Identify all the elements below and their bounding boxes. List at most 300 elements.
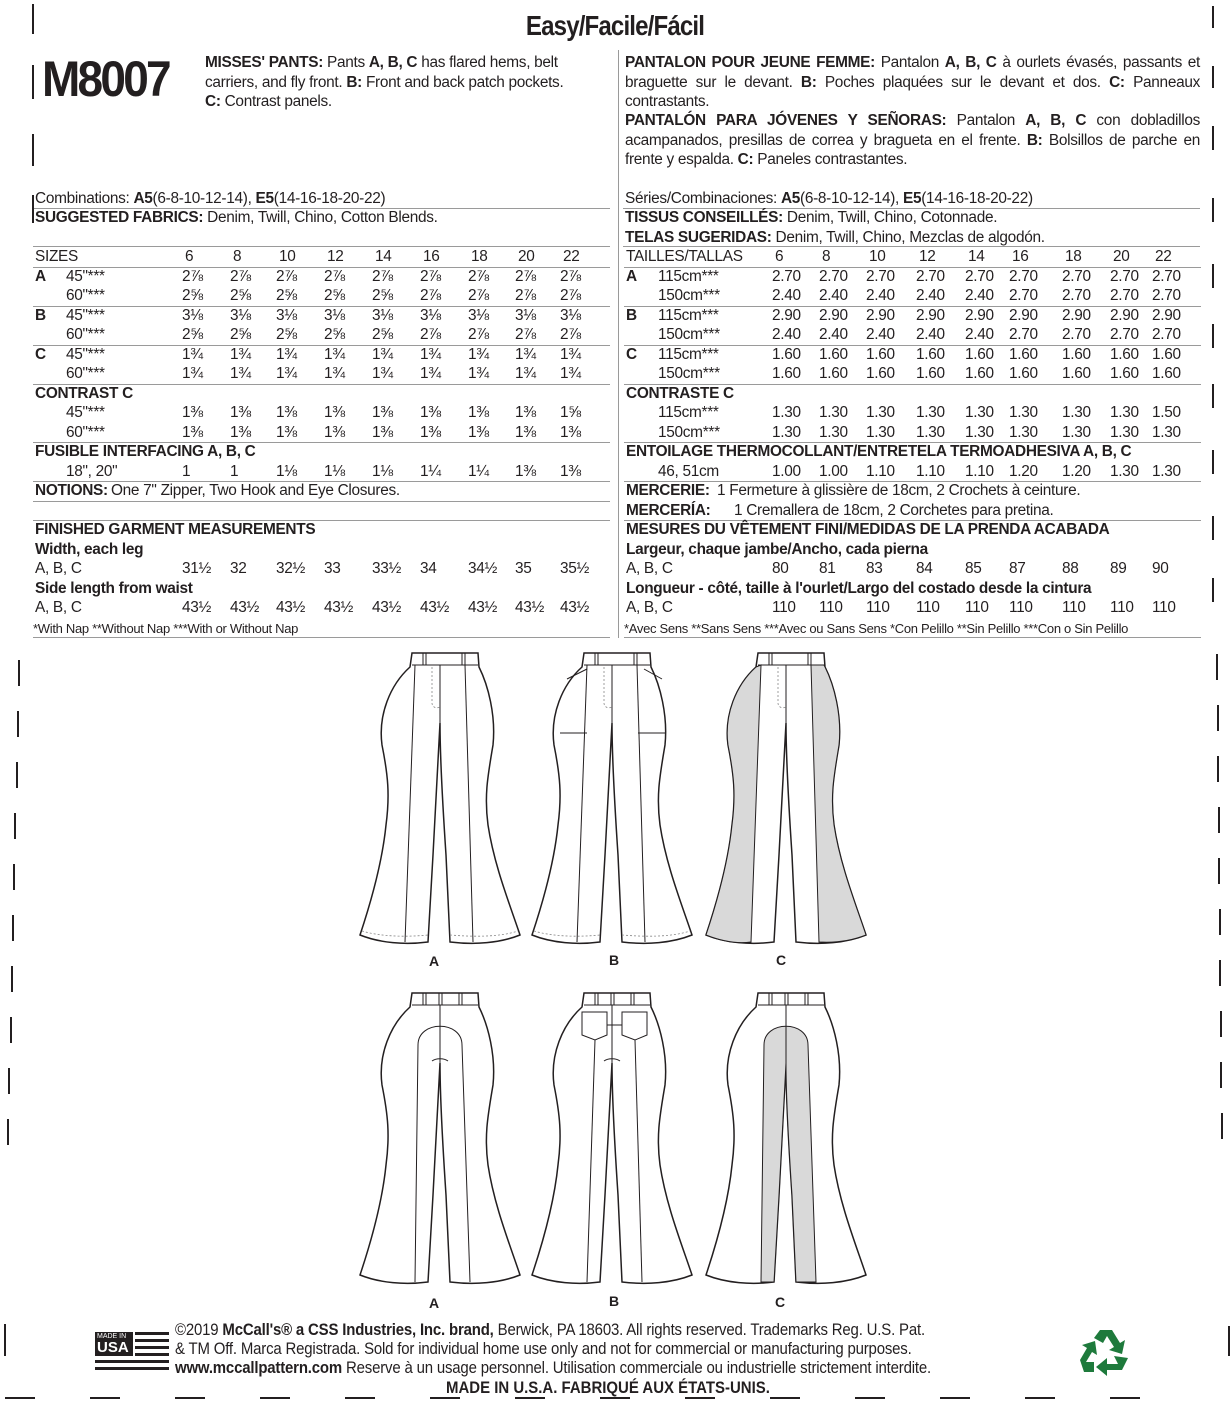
registration-mark bbox=[1217, 756, 1219, 782]
measurement-value: 43½ bbox=[560, 599, 590, 616]
yardage-value: 1.30 bbox=[965, 404, 994, 421]
sizes-label: TAILLES/TALLAS bbox=[626, 248, 743, 265]
yardage-value: 1.60 bbox=[965, 345, 994, 363]
combo-sizes: (6-8-10-12-14), bbox=[152, 190, 256, 207]
yardage-value: 1¾ bbox=[515, 345, 536, 363]
desc-view-label: B: bbox=[1026, 131, 1043, 149]
registration-mark bbox=[1212, 66, 1214, 88]
view-label: A bbox=[35, 267, 46, 285]
registration-mark bbox=[18, 660, 20, 686]
yardage-value: 1.60 bbox=[916, 345, 945, 363]
size-header: 14 bbox=[968, 248, 985, 265]
measurements-title: FINISHED GARMENT MEASUREMENTS bbox=[35, 521, 316, 538]
fabrics-text: Denim, Twill, Chino, Cotonnade. bbox=[782, 209, 998, 226]
made-in-usa-text: MADE IN U.S.A. FABRIQUÉ AUX ÉTATS-UNIS. bbox=[446, 1378, 770, 1397]
size-header: 10 bbox=[869, 248, 886, 265]
measurement-value: 34½ bbox=[468, 560, 498, 577]
yardage-value: 2.90 bbox=[1009, 306, 1038, 324]
yardage-value: 1.50 bbox=[1152, 404, 1181, 421]
measurement-value: 43½ bbox=[372, 599, 402, 616]
desc-text: Front and back patch pockets. bbox=[361, 73, 564, 91]
yardage-value: 2.70 bbox=[1152, 287, 1181, 304]
yardage-value: 1⅜ bbox=[468, 404, 489, 421]
yardage-value: 1.60 bbox=[1062, 365, 1091, 382]
measurement-value: 110 bbox=[916, 599, 940, 616]
yardage-value: 2.70 bbox=[819, 267, 848, 285]
fabrics-label: SUGGESTED FABRICS: bbox=[35, 209, 204, 226]
yardage-value: 2.90 bbox=[866, 306, 895, 324]
yardage-value: 2.90 bbox=[1062, 306, 1091, 324]
yardage-value: 1.60 bbox=[819, 365, 848, 382]
measurement-value: 110 bbox=[1062, 599, 1086, 616]
interfacing-value: 1.20 bbox=[1062, 462, 1091, 480]
yardage-value: 1.30 bbox=[819, 404, 848, 421]
combo-code: A5 bbox=[780, 190, 801, 207]
notions-label: NOTIONS: bbox=[35, 482, 108, 499]
registration-mark bbox=[1212, 516, 1214, 540]
yardage-value: 1.60 bbox=[1009, 365, 1038, 382]
description-english bbox=[205, 53, 610, 112]
yardage-value: 1.30 bbox=[866, 423, 895, 441]
yardage-value: 2⅝ bbox=[276, 326, 297, 343]
yardage-value: 1¾ bbox=[182, 365, 203, 382]
combinations-line bbox=[35, 189, 385, 209]
yardage-value: 2⅞ bbox=[468, 326, 489, 343]
badge-top-text: MADE IN bbox=[97, 1333, 127, 1340]
interfacing-value: 1.30 bbox=[1152, 462, 1181, 480]
registration-mark bbox=[1212, 450, 1214, 474]
view-label: C bbox=[626, 345, 637, 363]
yardage-value: 2⅞ bbox=[182, 267, 203, 285]
yardage-value: 1¾ bbox=[324, 365, 345, 382]
view-label: B bbox=[35, 306, 46, 324]
measurement-value: 43½ bbox=[515, 599, 545, 616]
registration-mark bbox=[16, 762, 18, 788]
registration-mark bbox=[1212, 384, 1214, 408]
cut-line-dash bbox=[90, 1397, 120, 1399]
size-header: 12 bbox=[919, 248, 936, 265]
fabric-width: 115cm*** bbox=[658, 306, 719, 324]
yardage-value: 2.70 bbox=[866, 267, 895, 285]
suggested-fabrics-fr bbox=[625, 208, 997, 228]
measurement-value: 33½ bbox=[372, 560, 402, 577]
yardage-value: 3⅛ bbox=[372, 306, 393, 324]
interfacing-value: 1¼ bbox=[420, 462, 441, 480]
yardage-value: 3⅛ bbox=[468, 306, 489, 324]
yardage-value: 1.60 bbox=[866, 345, 895, 363]
fabric-width: 45"*** bbox=[66, 306, 105, 324]
yardage-value: 2.70 bbox=[1009, 287, 1038, 304]
yardage-value: 2⅝ bbox=[372, 287, 393, 304]
yardage-value: 2.90 bbox=[772, 306, 801, 324]
yardage-value: 2⅞ bbox=[468, 287, 489, 304]
fabric-width: 115cm*** bbox=[658, 345, 719, 363]
registration-mark bbox=[1212, 264, 1214, 288]
registration-mark bbox=[11, 966, 13, 992]
yardage-value: 2.70 bbox=[1110, 326, 1139, 343]
desc-title: MISSES' PANTS: bbox=[205, 54, 324, 71]
yardage-value: 2⅞ bbox=[372, 267, 393, 285]
size-header: 6 bbox=[775, 248, 784, 265]
yardage-value: 1.60 bbox=[1152, 365, 1181, 382]
fabric-width: 150cm*** bbox=[658, 287, 720, 304]
fabric-width: 45"*** bbox=[66, 345, 105, 363]
yardage-value: 2⅝ bbox=[230, 326, 251, 343]
interfacing-value: 1.10 bbox=[916, 462, 945, 480]
size-header: 16 bbox=[423, 248, 440, 265]
yardage-value: 1.60 bbox=[1009, 345, 1038, 363]
yardage-value: 1.60 bbox=[965, 365, 994, 382]
yardage-value: 1⅜ bbox=[182, 404, 203, 421]
yardage-value: 2.70 bbox=[772, 267, 801, 285]
yardage-value: 1¾ bbox=[182, 345, 203, 363]
combo-sizes: (6-8-10-12-14), bbox=[800, 190, 903, 207]
view-label: C bbox=[35, 345, 46, 363]
cut-line-dash bbox=[5, 1397, 35, 1399]
yardage-value: 1¾ bbox=[468, 345, 489, 363]
contrast-label: CONTRAST C bbox=[35, 384, 133, 402]
interfacing-label: ENTOILAGE THERMOCOLLANT/ENTRETELA TERMOADHESIVA A, B, C bbox=[626, 443, 1132, 460]
copyright-line-2: & TM Off. Marca Registrada. Sold for individual home use only and not for commercial or manufacturing purposes. bbox=[175, 1339, 912, 1358]
measurements-title: MESURES DU VÊTEMENT FINI/MEDIDAS DE LA PRENDA ACABADA bbox=[626, 521, 1110, 538]
sizes-label: SIZES bbox=[35, 248, 78, 265]
desc-text: con dobladillos acampanados, presillas de correa y bragueta en el frente. bbox=[625, 112, 1201, 149]
views: A, B, C bbox=[35, 599, 82, 616]
yardage-value: 1⅜ bbox=[276, 423, 297, 441]
yardage-value: 1⅜ bbox=[182, 423, 203, 441]
size-header: 10 bbox=[279, 248, 296, 265]
registration-mark bbox=[1219, 909, 1221, 935]
measurement-value: 80 bbox=[772, 560, 789, 577]
yardage-value: 1⅜ bbox=[324, 404, 345, 421]
notions-text: One 7" Zipper, Two Hook and Eye Closures. bbox=[111, 482, 400, 499]
yardage-value: 2⅝ bbox=[324, 326, 345, 343]
registration-mark bbox=[1216, 654, 1218, 680]
notions-label: MERCERIE: bbox=[626, 482, 710, 499]
registration-mark bbox=[1220, 1011, 1222, 1037]
size-header: 12 bbox=[327, 248, 344, 265]
yardage-value: 2.90 bbox=[819, 306, 848, 324]
measurement-value: 35 bbox=[515, 560, 532, 577]
yardage-value: 2.90 bbox=[1110, 306, 1139, 324]
divider bbox=[33, 501, 610, 502]
yardage-value: 1⅜ bbox=[230, 423, 251, 441]
measurement-value: 81 bbox=[819, 560, 836, 577]
measurement-value: 43½ bbox=[230, 599, 260, 616]
measurement-value: 84 bbox=[916, 560, 933, 577]
combo-code: E5 bbox=[255, 190, 274, 207]
measurement-value: 110 bbox=[866, 599, 890, 616]
view-label-front-c: C bbox=[776, 952, 787, 968]
yardage-value: 3⅛ bbox=[230, 306, 251, 324]
yardage-value: 1⅜ bbox=[515, 423, 536, 441]
back-view-illustrations bbox=[350, 985, 870, 1315]
measurement-value: 110 bbox=[772, 599, 796, 616]
registration-mark bbox=[10, 1017, 12, 1043]
front-view-illustrations bbox=[350, 645, 870, 975]
copyright-text: ©2019 bbox=[175, 1320, 223, 1339]
yardage-value: 2.70 bbox=[1110, 267, 1139, 285]
yardage-value: 2⅝ bbox=[230, 287, 251, 304]
yardage-value: 2.40 bbox=[916, 287, 945, 304]
registration-mark bbox=[1219, 960, 1221, 986]
column-divider bbox=[618, 50, 619, 638]
cut-line-dash bbox=[260, 1397, 290, 1399]
yardage-value: 1.30 bbox=[965, 423, 994, 441]
desc-views: A, B, C bbox=[1025, 112, 1087, 129]
desc-text: Pantalon bbox=[946, 112, 1026, 129]
yardage-value: 1¾ bbox=[420, 345, 441, 363]
yardage-value: 1.60 bbox=[1062, 345, 1091, 363]
interfacing-width: 18", 20" bbox=[66, 462, 118, 480]
measurement-value: 43½ bbox=[468, 599, 498, 616]
view-label-front-a: A bbox=[429, 953, 440, 969]
yardage-value: 2.70 bbox=[1009, 326, 1038, 343]
cut-line-dash bbox=[345, 1397, 375, 1399]
registration-mark bbox=[4, 1324, 6, 1356]
yardage-value: 2.40 bbox=[965, 326, 994, 343]
size-header: 18 bbox=[1065, 248, 1082, 265]
view-label-back-b: B bbox=[609, 1293, 620, 1309]
copyright-text: Berwick, PA 18603. All rights reserved. Trademarks Reg. U.S. Pat. bbox=[493, 1320, 925, 1339]
yardage-value: 3⅛ bbox=[324, 306, 345, 324]
cut-line-dash bbox=[1025, 1397, 1055, 1399]
yardage-value: 1.60 bbox=[772, 365, 801, 382]
yardage-value: 1.30 bbox=[819, 423, 848, 441]
registration-mark bbox=[13, 864, 15, 890]
yardage-value: 2⅞ bbox=[560, 287, 581, 304]
suggested-fabrics bbox=[35, 208, 438, 228]
interfacing-value: 1⅛ bbox=[372, 462, 393, 480]
registration-mark bbox=[7, 1119, 9, 1145]
yardage-value: 1.30 bbox=[1009, 423, 1038, 441]
registration-mark bbox=[1221, 1113, 1223, 1139]
interfacing-value: 1.30 bbox=[1110, 462, 1139, 480]
suggested-fabrics-es bbox=[625, 228, 1045, 248]
yardage-value: 1¾ bbox=[276, 365, 297, 382]
interfacing-value: 1 bbox=[182, 462, 191, 480]
yardage-value: 2⅞ bbox=[560, 326, 581, 343]
yardage-value: 1.60 bbox=[866, 365, 895, 382]
yardage-value: 2⅞ bbox=[420, 287, 441, 304]
yardage-value: 1⅝ bbox=[560, 404, 581, 421]
yardage-value: 2.70 bbox=[1062, 287, 1091, 304]
yardage-value: 2⅞ bbox=[276, 267, 297, 285]
registration-mark bbox=[8, 1068, 10, 1094]
measurement-value: 33 bbox=[324, 560, 341, 577]
fabric-width: 115cm*** bbox=[658, 404, 719, 421]
yardage-value: 2.40 bbox=[772, 287, 801, 304]
yardage-value: 1.60 bbox=[1110, 365, 1139, 382]
yardage-value: 2.70 bbox=[916, 267, 945, 285]
fabrics-text: Denim, Twill, Chino, Mezclas de algodón. bbox=[771, 229, 1045, 246]
views: A, B, C bbox=[626, 599, 673, 616]
fabric-width: 150cm*** bbox=[658, 326, 720, 343]
measurement-value: 110 bbox=[1009, 599, 1033, 616]
yardage-value: 1⅜ bbox=[560, 423, 581, 441]
desc-text: has flared hems, belt carriers, and fly front. bbox=[205, 54, 558, 91]
interfacing-value: 1.10 bbox=[965, 462, 994, 480]
usage-text: Reserve à un usage personnel. Utilisation commerciale ou industrielle strictement interdite. bbox=[342, 1358, 931, 1377]
yardage-value: 2.70 bbox=[1009, 267, 1038, 285]
notions-label: MERCERÍA: bbox=[626, 501, 711, 519]
registration-mark bbox=[17, 711, 19, 737]
registration-mark bbox=[1212, 198, 1214, 222]
yardage-value: 1.30 bbox=[1152, 423, 1181, 441]
size-header: 14 bbox=[375, 248, 392, 265]
yardage-value: 1.60 bbox=[1110, 345, 1139, 363]
description-spanish bbox=[625, 111, 1200, 170]
fabric-width: 60"*** bbox=[66, 423, 105, 441]
yardage-value: 2.40 bbox=[819, 326, 848, 343]
recycle-icon bbox=[1080, 1328, 1132, 1378]
length-label: Side length from waist bbox=[35, 579, 193, 597]
yardage-value: 2.40 bbox=[965, 287, 994, 304]
desc-view-label: B: bbox=[346, 73, 362, 91]
pattern-number: M8007 bbox=[42, 51, 169, 107]
cut-line-dash bbox=[1110, 1397, 1140, 1399]
interfacing-value: 1.20 bbox=[1009, 462, 1038, 480]
desc-views: A, B, C bbox=[368, 54, 418, 71]
yardage-value: 2.70 bbox=[1110, 287, 1139, 304]
interfacing-value: 1¼ bbox=[468, 462, 489, 480]
yardage-value: 2.70 bbox=[965, 267, 994, 285]
notions-text: 1 Fermeture à glissière de 18cm, 2 Crochets à ceinture. bbox=[717, 482, 1081, 499]
desc-text: Bolsillos de parche en frente y espalda. bbox=[625, 131, 1200, 168]
width-label: Width, each leg bbox=[35, 540, 144, 558]
combo-sizes: (14-16-18-20-22) bbox=[273, 190, 386, 207]
combo-code: E5 bbox=[903, 190, 922, 207]
size-header: 22 bbox=[563, 248, 580, 265]
size-header: 20 bbox=[518, 248, 535, 265]
size-header: 18 bbox=[471, 248, 488, 265]
measurement-value: 83 bbox=[866, 560, 883, 577]
yardage-value: 2.70 bbox=[1062, 267, 1091, 285]
view-label: A bbox=[626, 267, 637, 285]
copyright-line-1 bbox=[175, 1320, 925, 1340]
yardage-value: 2⅝ bbox=[182, 326, 203, 343]
registration-mark bbox=[1218, 858, 1220, 884]
yardage-value: 2.40 bbox=[866, 287, 895, 304]
yardage-value: 2.40 bbox=[819, 287, 848, 304]
view-label-back-a: A bbox=[429, 1295, 440, 1311]
measurement-value: 110 bbox=[965, 599, 989, 616]
yardage-value: 1.30 bbox=[866, 404, 895, 421]
yardage-value: 1⅜ bbox=[230, 404, 251, 421]
interfacing-value: 1 bbox=[230, 462, 239, 480]
yardage-value: 2⅞ bbox=[420, 267, 441, 285]
yardage-value: 1.60 bbox=[1152, 345, 1181, 363]
size-header: 16 bbox=[1012, 248, 1029, 265]
measurement-value: 43½ bbox=[324, 599, 354, 616]
fabric-width: 60"*** bbox=[66, 326, 105, 343]
yardage-value: 1¾ bbox=[230, 345, 251, 363]
yardage-value: 2⅞ bbox=[324, 267, 345, 285]
interfacing-label: FUSIBLE INTERFACING A, B, C bbox=[35, 443, 256, 460]
measurement-value: 32½ bbox=[276, 560, 306, 577]
desc-view-label: C: bbox=[737, 151, 754, 168]
yardage-value: 3⅛ bbox=[420, 306, 441, 324]
width-label: Largeur, chaque jambe/Ancho, cada pierna bbox=[626, 540, 928, 558]
desc-text: Paneles contrastantes. bbox=[753, 151, 908, 168]
size-header: 8 bbox=[233, 248, 242, 265]
yardage-value: 1⅜ bbox=[420, 423, 441, 441]
yardage-value: 1¾ bbox=[324, 345, 345, 363]
notions-text: 1 Cremallera de 18cm, 2 Corchetes para pretina. bbox=[734, 501, 1054, 519]
registration-mark bbox=[1220, 1062, 1222, 1088]
combinations-label: Séries/Combinaciones: bbox=[625, 190, 781, 207]
desc-text: Panneaux contrastants. bbox=[625, 73, 1200, 110]
yardage-value: 3⅛ bbox=[515, 306, 536, 324]
yardage-value: 1¾ bbox=[468, 365, 489, 382]
copyright-line-3 bbox=[175, 1358, 931, 1378]
yardage-value: 1¾ bbox=[560, 345, 581, 363]
description-french bbox=[625, 53, 1200, 112]
interfacing-value: 1.00 bbox=[819, 462, 848, 480]
fabric-width: 60"*** bbox=[66, 287, 105, 304]
registration-mark bbox=[1212, 578, 1214, 602]
desc-views: A, B, C bbox=[944, 54, 997, 71]
measurement-value: 32 bbox=[230, 560, 247, 577]
interfacing-value: 1⅛ bbox=[324, 462, 345, 480]
yardage-value: 2⅝ bbox=[324, 287, 345, 304]
yardage-value: 2⅝ bbox=[276, 287, 297, 304]
yardage-value: 1⅜ bbox=[372, 404, 393, 421]
cut-line-dash bbox=[855, 1397, 885, 1399]
yardage-value: 2.40 bbox=[916, 326, 945, 343]
desc-text: à ourlets évasés, passants et braguette sur le devant. bbox=[625, 54, 1200, 91]
size-header: 6 bbox=[185, 248, 194, 265]
measurement-value: 35½ bbox=[560, 560, 590, 577]
fabric-width: 150cm*** bbox=[658, 423, 720, 441]
yardage-value: 2⅞ bbox=[468, 267, 489, 285]
yardage-value: 2.90 bbox=[916, 306, 945, 324]
measurement-value: 110 bbox=[1152, 599, 1176, 616]
fabric-width: 45"*** bbox=[66, 267, 105, 285]
cut-line-dash bbox=[175, 1397, 205, 1399]
front-view-a bbox=[360, 653, 520, 943]
contrast-label: CONTRASTE C bbox=[626, 384, 734, 402]
interfacing-value: 1.10 bbox=[866, 462, 895, 480]
website-link[interactable]: www.mccallpattern.com bbox=[175, 1358, 343, 1377]
size-header: 22 bbox=[1155, 248, 1172, 265]
registration-mark bbox=[1212, 324, 1214, 348]
yardage-value: 1.30 bbox=[772, 404, 801, 421]
registration-mark bbox=[1212, 6, 1214, 28]
fabric-width: 150cm*** bbox=[658, 365, 720, 382]
registration-mark bbox=[1217, 705, 1219, 731]
yardage-value: 3⅛ bbox=[182, 306, 203, 324]
fabric-width: 115cm*** bbox=[658, 267, 719, 285]
views: A, B, C bbox=[35, 560, 82, 577]
measurement-value: 110 bbox=[819, 599, 843, 616]
registration-mark bbox=[1218, 807, 1220, 833]
registration-mark bbox=[32, 134, 34, 166]
yardage-value: 2.40 bbox=[772, 326, 801, 343]
brand-text: McCall's® a CSS Industries, Inc. brand, bbox=[222, 1320, 494, 1339]
yardage-value: 2⅞ bbox=[560, 267, 581, 285]
measurement-value: 110 bbox=[1110, 599, 1134, 616]
fabrics-label: TELAS SUGERIDAS: bbox=[625, 229, 772, 246]
yardage-value: 2⅞ bbox=[515, 287, 536, 304]
yardage-value: 3⅛ bbox=[560, 306, 581, 324]
yardage-value: 1.30 bbox=[1062, 404, 1091, 421]
combinations-line bbox=[625, 189, 1033, 209]
nap-footnote: *Avec Sens **Sans Sens ***Avec ou Sans Sens *Con Pelillo **Sin Pelillo ***Con o Sin Pelillo bbox=[624, 620, 1129, 636]
interfacing-value: 1⅜ bbox=[560, 462, 581, 480]
combo-code: A5 bbox=[133, 190, 153, 207]
measurement-value: 85 bbox=[965, 560, 982, 577]
